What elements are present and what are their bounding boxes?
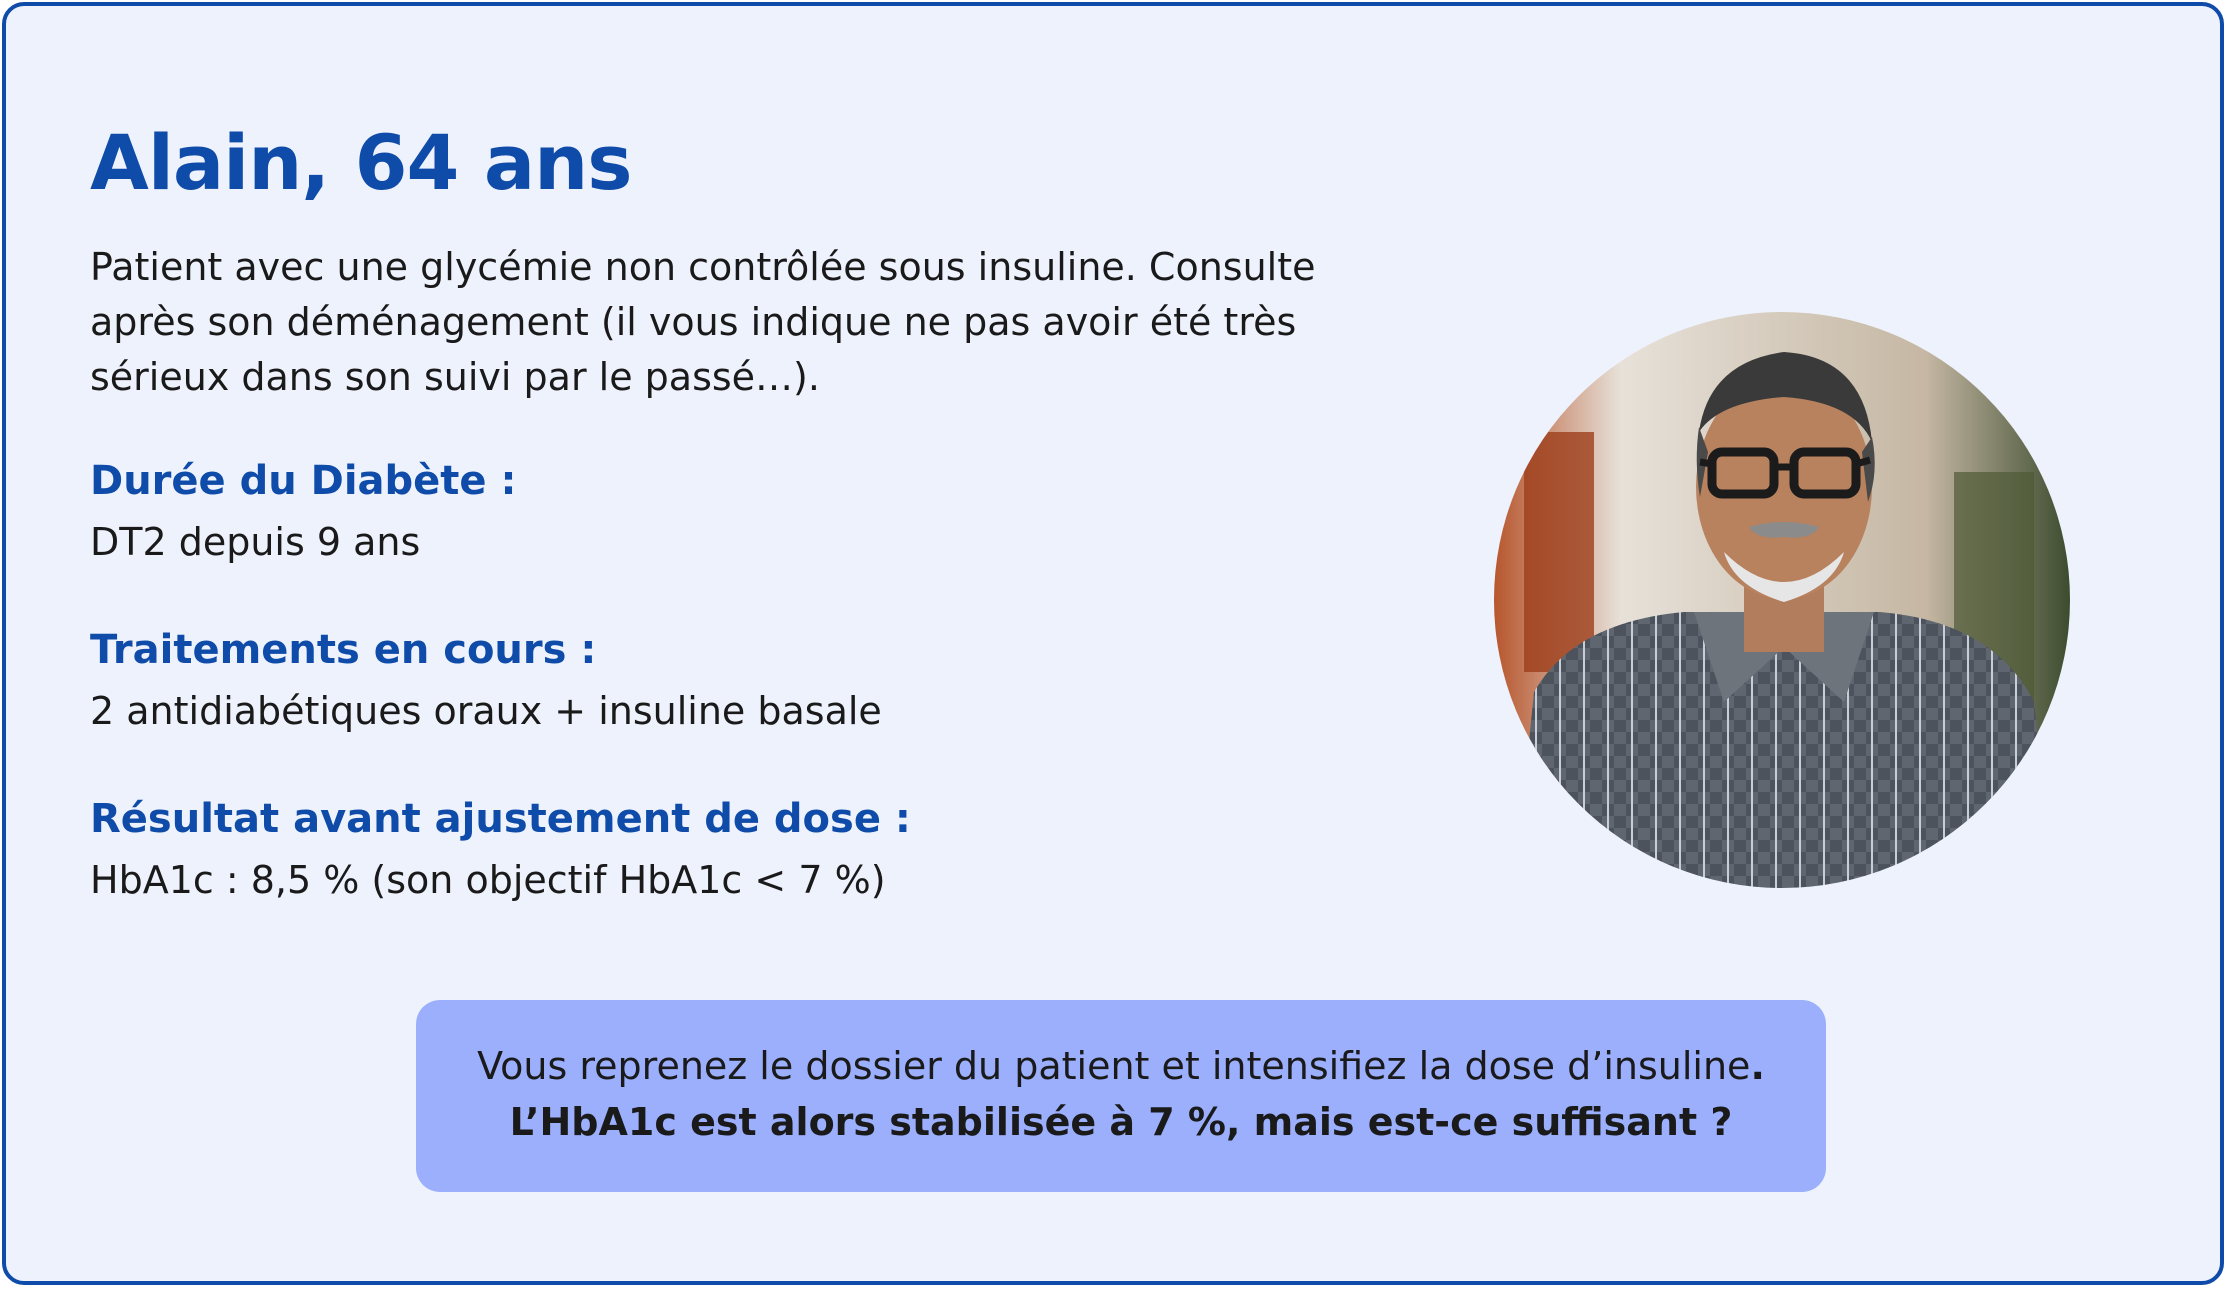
- callout-line-text: Vous reprenez le dossier du patient et intensifiez la dose d’insuline: [477, 1044, 1751, 1088]
- patient-intro-line: Patient avec une glycémie non contrôlée sous insuline. Consulte: [90, 245, 1316, 289]
- diabetes-duration-label: Durée du Diabète :: [90, 458, 517, 504]
- diabetes-duration-value: DT2 depuis 9 ans: [90, 520, 421, 564]
- patient-case-card: [2, 2, 2224, 1285]
- patient-intro: [90, 240, 1350, 405]
- patient-title: Alain, 64 ans: [90, 118, 632, 207]
- callout-question: L’HbA1c est alors stabilisée à 7 %, mais est-ce suffisant ?: [509, 1100, 1733, 1144]
- callout-line-end: .: [1750, 1044, 1765, 1088]
- patient-intro-line: après son déménagement (il vous indique ne pas avoir été très: [90, 300, 1297, 344]
- patient-intro-line: sérieux dans son suivi par le passé…).: [90, 355, 820, 399]
- current-treatments-value: 2 antidiabétiques oraux + insuline basale: [90, 689, 882, 733]
- current-treatments-label: Traitements en cours :: [90, 627, 597, 673]
- question-callout: [416, 1000, 1826, 1192]
- pre-adjustment-result-value: HbA1c : 8,5 % (son objectif HbA1c < 7 %): [90, 858, 886, 902]
- callout-line: [416, 1038, 1826, 1094]
- patient-portrait-icon: [1494, 312, 2070, 888]
- pre-adjustment-result-label: Résultat avant ajustement de dose :: [90, 796, 911, 842]
